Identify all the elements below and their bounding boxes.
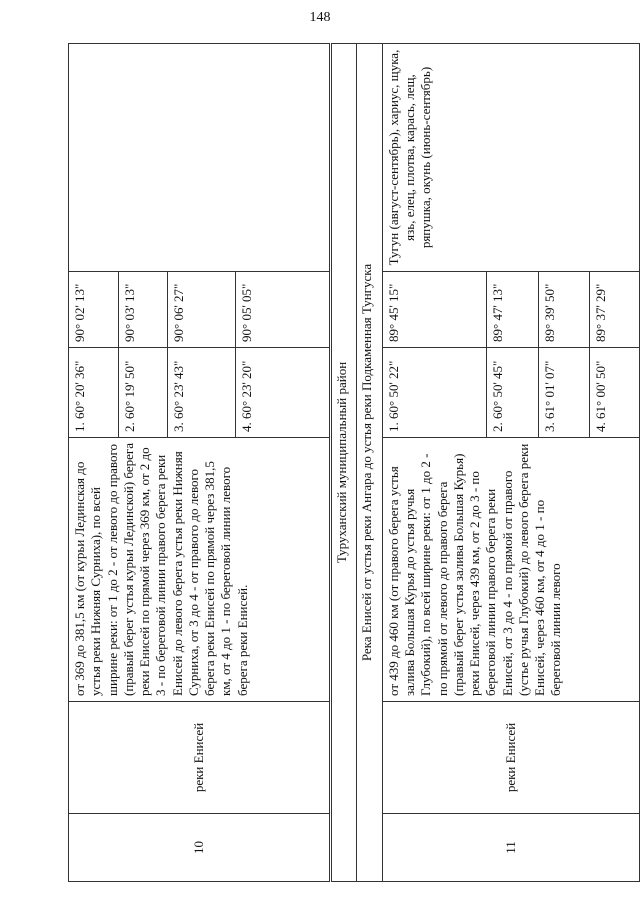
row10-description: от 369 до 381,5 км (от курьи Лединская до устья реки Нижняя Сурниха), по всей ширине реки: от 1 до 2 - от левого до правого (правый берег устья курьи Лединской) берега реки Енисей по прямой через 369 км, от 2 до 3 - по береговой линии правого берега реки Енисей до левого берега устья реки Нижняя Сурниха, от 3 до 4 - от правого до левого берега реки Енисей по прямой через 381,5 км, от 4 до 1 - по береговой линии левого берега реки Енисей. [69, 438, 331, 702]
row11-point3-lat: 3. 61° 01' 07" [538, 348, 590, 438]
row10-point3-lon: 90° 06' 27" [168, 272, 236, 348]
row10-point3-lat: 3. 60° 23' 43" [168, 348, 236, 438]
row11-description: от 439 до 460 км (от правого берега устья залива Большая Курья до устья ручья Глубокий), по всей ширине реки: от 1 до 2 - по прямой от левого до правого берега (правый берег устья залива Большая Курья) реки Енисей, через 439 км, от 2 до 3 - по береговой линии правого берега реки Енисей, от 3 до 4 - по прямой от правого (устье ручья Глубокий) до левого берега реки Енисей, через 460 км, от 4 до 1 - по береговой линии левого [382, 438, 639, 702]
row11-fish: Тугун (август-сентябрь), хариус, щука, язь, елец, плотва, карась, лещ, ряпушка, окунь (июнь-сентябрь) [382, 44, 639, 272]
row10-point2-lat: 2. 60° 19' 50" [118, 348, 168, 438]
row11-point3-lon: 89° 39' 50" [538, 272, 590, 348]
row10-name: реки Енисей [69, 702, 331, 814]
table-row-10 [69, 44, 119, 882]
rotated-table-container [68, 44, 640, 882]
row11-point2-lon: 89° 47' 13" [486, 272, 538, 348]
district-header: Туруханский муниципальный район [330, 44, 356, 882]
table-row-11 [382, 44, 486, 882]
row10-number: 10 [69, 814, 331, 882]
row11-point4-lat: 4. 61° 00' 50" [590, 348, 640, 438]
row10-fish [69, 44, 331, 272]
row11-point1-lon: 89° 45' 15" [382, 272, 486, 348]
row10-point4-lat: 4. 60° 23' 20" [236, 348, 330, 438]
row10-point4-lon: 90° 05' 05" [236, 272, 330, 348]
row11-point1-lat: 1. 60° 50' 22" [382, 348, 486, 438]
row11-point2-lat: 2. 60° 50' 45" [486, 348, 538, 438]
row10-point1-lat: 1. 60° 20' 36" [69, 348, 119, 438]
row11-point4-lon: 89° 37' 29" [590, 272, 640, 348]
fishing-areas-table [68, 43, 640, 882]
river-section-header: Река Енисей от устья реки Ангара до устья реки Подкаменная Тунгуска [356, 44, 382, 882]
row11-name: реки Енисей [382, 702, 639, 814]
page-number: 148 [309, 10, 331, 25]
row10-point2-lon: 90° 03' 13" [118, 272, 168, 348]
row11-number: 11 [382, 814, 639, 882]
row10-point1-lon: 90° 02' 13" [69, 272, 119, 348]
